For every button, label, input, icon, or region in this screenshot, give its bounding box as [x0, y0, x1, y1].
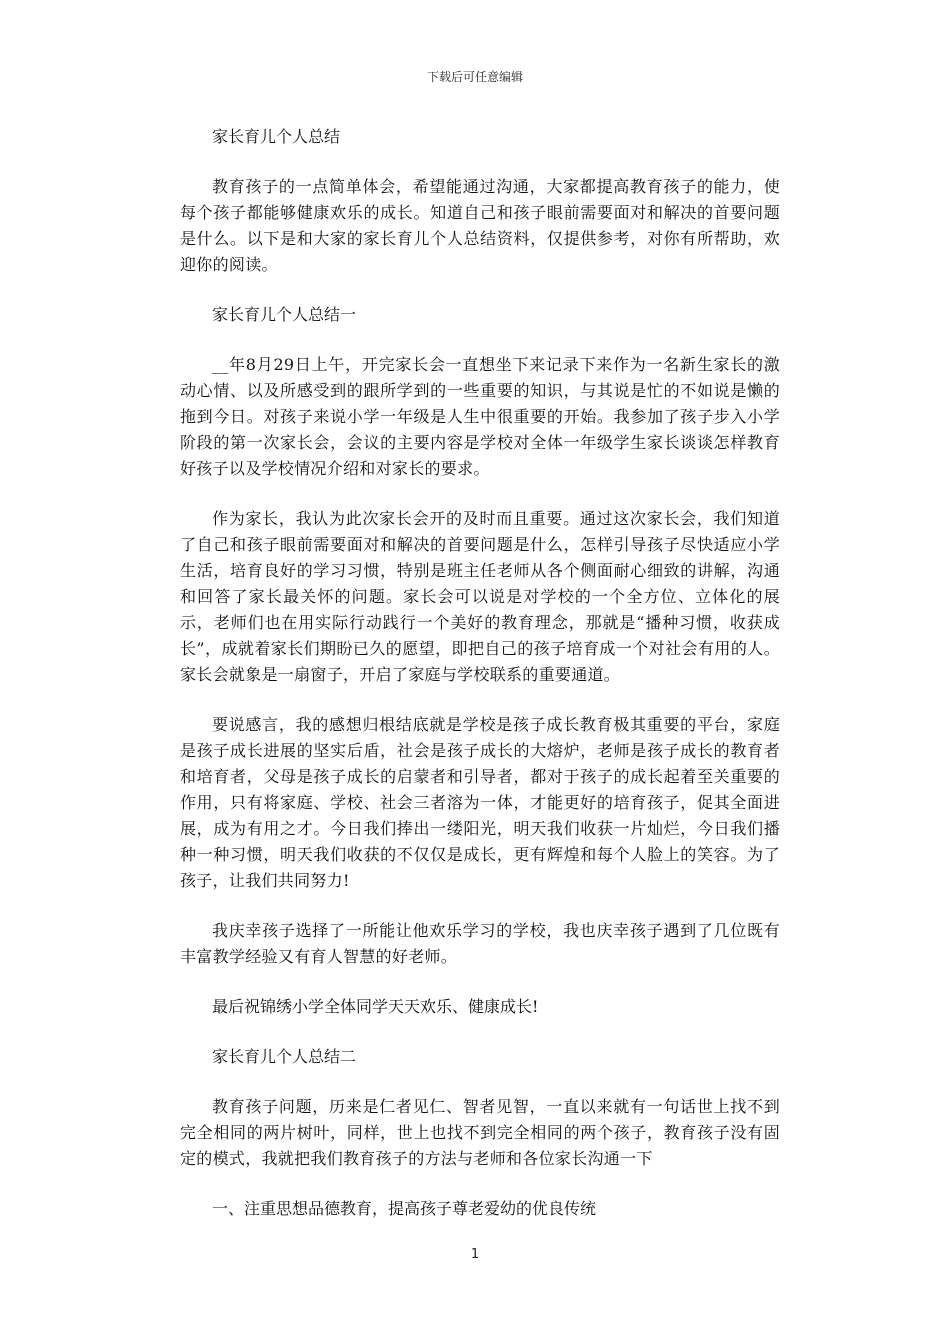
section-one-paragraph-4: 我庆幸孩子选择了一所能让他欢乐学习的学校，我也庆幸孩子遇到了几位既有丰富教学经验又有育人智慧的好老师。 — [180, 921, 780, 966]
section-one-title: 家长育儿个人总结一 — [212, 305, 357, 324]
document-title: 家长育儿个人总结 — [212, 127, 341, 146]
page-number: 1 — [470, 1247, 480, 1262]
section-two-item-1: 一、注重思想品德教育，提高孩子尊老爱幼的优良传统 — [212, 1199, 597, 1218]
section-one-paragraph-5: 最后祝锦绣小学全体同学天天欢乐、健康成长! — [212, 997, 539, 1016]
intro-paragraph: 教育孩子的一点简单体会，希望能通过沟通，大家都提高教育孩子的能力，使每个孩子都能够健康欢乐的成长。知道自己和孩子眼前需要面对和解决的首要问题是什么。以下是和大家的家长育儿个人总结资料，仅提供参考，对你有所帮助，欢迎你的阅读。 — [180, 177, 780, 274]
section-one-paragraph-2: 作为家长，我认为此次家长会开的及时而且重要。通过这次家长会，我们知道了自己和孩子眼前需要面对和解决的首要问题是什么，怎样引导孩子尽快适应小学生活，培育良好的学习习惯，特别是班主任老师从各个侧面耐心细致的讲解，沟通和回答了家长最关怀的问题。家长会可以说是对学校的一个全方位、立体化的展示，老师们也在用实际行动践行一个美好的教育理念，那就是“播种习惯，收获成长”，成就着家长们期盼已久的愿望，即把自己的孩子培育成一个对社会有用的人。家长会就象是一扇窗子，开启了家庭与学校联系的重要通道。 — [180, 509, 780, 684]
section-one-paragraph-1: __年8月29日上午，开完家长会一直想坐下来记录下来作为一名新生家长的激动心情、以及所感受到的跟所学到的一些重要的知识，与其说是忙的不如说是懒的拖到今日。对孩子来说小学一年级是人生中很重要的开始。我参加了孩子步入小学阶段的第一次家长会，会议的主要内容是学校对全体一年级学生家长谈谈怎样教育好孩子以及学校情况介绍和对家长的要求。 — [180, 355, 780, 478]
document-body — [180, 124, 780, 1246]
section-two-paragraph-1: 教育孩子问题，历来是仁者见仁、智者见智，一直以来就有一句话世上找不到完全相同的两片树叶，同样，世上也找不到完全相同的两个孩子，教育孩子没有固定的模式，我就把我们教育孩子的方法与老师和各位家长沟通一下 — [180, 1097, 780, 1168]
download-note: 下载后可任意编辑 — [426, 70, 523, 84]
section-one-paragraph-3: 要说感言，我的感想归根结底就是学校是孩子成长教育极其重要的平台，家庭是孩子成长进展的坚实后盾，社会是孩子成长的大熔炉，老师是孩子成长的教育者和培育者，父母是孩子成长的启蒙者和引导者，都对于孩子的成长起着至关重要的作用，只有将家庭、学校、社会三者溶为一体，才能更好的培育孩子，促其全面进展，成为有用之才。今日我们捧出一缕阳光，明天我们收获一片灿烂，今日我们播种一种习惯，明天我们收获的不仅仅是成长，更有辉煌和每个人脸上的笑容。为了孩子，让我们共同努力! — [180, 715, 780, 890]
section-two-title: 家长育儿个人总结二 — [212, 1047, 357, 1066]
